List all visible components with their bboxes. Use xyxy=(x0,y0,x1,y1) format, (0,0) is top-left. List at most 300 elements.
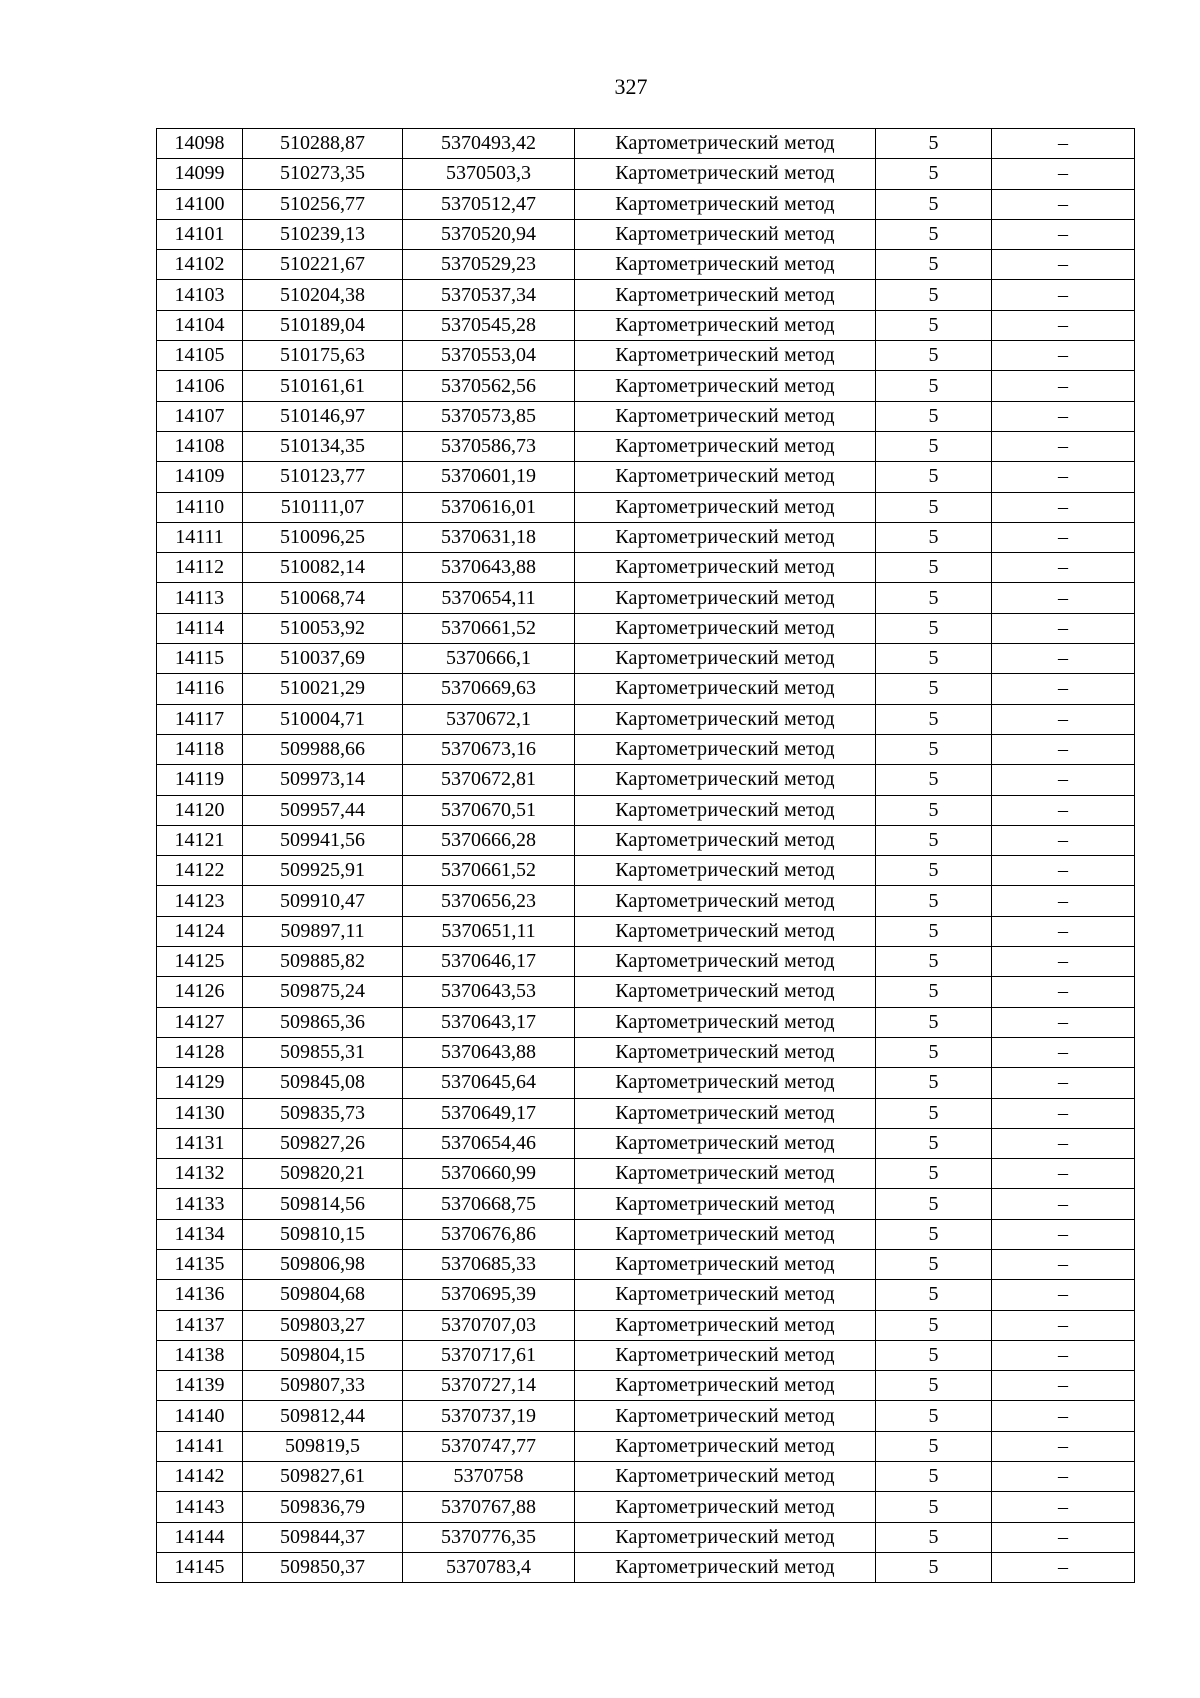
accuracy-cell: 5 xyxy=(876,1189,992,1219)
method-cell: Картометрический метод xyxy=(575,1310,876,1340)
note-cell: – xyxy=(992,734,1135,764)
y-coordinate-cell: 5370649,17 xyxy=(403,1098,575,1128)
note-cell: – xyxy=(992,1371,1135,1401)
table-row xyxy=(157,734,1135,764)
accuracy-cell: 5 xyxy=(876,856,992,886)
x-coordinate-cell: 509827,61 xyxy=(243,1462,403,1492)
point-number-cell: 14111 xyxy=(157,522,243,552)
coordinates-table-body xyxy=(157,129,1135,1583)
point-number-cell: 14105 xyxy=(157,341,243,371)
y-coordinate-cell: 5370758 xyxy=(403,1462,575,1492)
method-cell: Картометрический метод xyxy=(575,129,876,159)
accuracy-cell: 5 xyxy=(876,371,992,401)
point-number-cell: 14138 xyxy=(157,1340,243,1370)
method-cell: Картометрический метод xyxy=(575,1280,876,1310)
table-row xyxy=(157,1037,1135,1067)
note-cell: – xyxy=(992,1431,1135,1461)
point-number-cell: 14140 xyxy=(157,1401,243,1431)
table-row xyxy=(157,977,1135,1007)
accuracy-cell: 5 xyxy=(876,947,992,977)
table-row xyxy=(157,1128,1135,1158)
table-row xyxy=(157,916,1135,946)
note-cell: – xyxy=(992,462,1135,492)
table-row xyxy=(157,401,1135,431)
accuracy-cell: 5 xyxy=(876,1098,992,1128)
x-coordinate-cell: 510082,14 xyxy=(243,553,403,583)
x-coordinate-cell: 509957,44 xyxy=(243,795,403,825)
method-cell: Картометрический метод xyxy=(575,644,876,674)
accuracy-cell: 5 xyxy=(876,583,992,613)
method-cell: Картометрический метод xyxy=(575,674,876,704)
accuracy-cell: 5 xyxy=(876,1219,992,1249)
method-cell: Картометрический метод xyxy=(575,1401,876,1431)
y-coordinate-cell: 5370661,52 xyxy=(403,613,575,643)
note-cell: – xyxy=(992,1340,1135,1370)
y-coordinate-cell: 5370717,61 xyxy=(403,1340,575,1370)
note-cell: – xyxy=(992,310,1135,340)
table-row xyxy=(157,583,1135,613)
accuracy-cell: 5 xyxy=(876,613,992,643)
note-cell: – xyxy=(992,1310,1135,1340)
x-coordinate-cell: 509941,56 xyxy=(243,825,403,855)
y-coordinate-cell: 5370668,75 xyxy=(403,1189,575,1219)
x-coordinate-cell: 510068,74 xyxy=(243,583,403,613)
x-coordinate-cell: 509836,79 xyxy=(243,1492,403,1522)
note-cell: – xyxy=(992,1401,1135,1431)
accuracy-cell: 5 xyxy=(876,1007,992,1037)
table-row xyxy=(157,644,1135,674)
accuracy-cell: 5 xyxy=(876,189,992,219)
point-number-cell: 14143 xyxy=(157,1492,243,1522)
method-cell: Картометрический метод xyxy=(575,583,876,613)
y-coordinate-cell: 5370645,64 xyxy=(403,1068,575,1098)
accuracy-cell: 5 xyxy=(876,704,992,734)
table-row xyxy=(157,1068,1135,1098)
point-number-cell: 14100 xyxy=(157,189,243,219)
point-number-cell: 14120 xyxy=(157,795,243,825)
method-cell: Картометрический метод xyxy=(575,1552,876,1582)
y-coordinate-cell: 5370654,11 xyxy=(403,583,575,613)
point-number-cell: 14106 xyxy=(157,371,243,401)
note-cell: – xyxy=(992,1189,1135,1219)
point-number-cell: 14104 xyxy=(157,310,243,340)
x-coordinate-cell: 509897,11 xyxy=(243,916,403,946)
y-coordinate-cell: 5370601,19 xyxy=(403,462,575,492)
note-cell: – xyxy=(992,1280,1135,1310)
table-row xyxy=(157,129,1135,159)
table-row xyxy=(157,1462,1135,1492)
table-row xyxy=(157,1340,1135,1370)
point-number-cell: 14128 xyxy=(157,1037,243,1067)
y-coordinate-cell: 5370643,17 xyxy=(403,1007,575,1037)
method-cell: Картометрический метод xyxy=(575,159,876,189)
x-coordinate-cell: 510004,71 xyxy=(243,704,403,734)
note-cell: – xyxy=(992,916,1135,946)
y-coordinate-cell: 5370669,63 xyxy=(403,674,575,704)
note-cell: – xyxy=(992,371,1135,401)
y-coordinate-cell: 5370656,23 xyxy=(403,886,575,916)
table-row xyxy=(157,310,1135,340)
table-row xyxy=(157,553,1135,583)
y-coordinate-cell: 5370631,18 xyxy=(403,522,575,552)
y-coordinate-cell: 5370767,88 xyxy=(403,1492,575,1522)
y-coordinate-cell: 5370707,03 xyxy=(403,1310,575,1340)
x-coordinate-cell: 509910,47 xyxy=(243,886,403,916)
point-number-cell: 14124 xyxy=(157,916,243,946)
point-number-cell: 14109 xyxy=(157,462,243,492)
x-coordinate-cell: 509988,66 xyxy=(243,734,403,764)
point-number-cell: 14103 xyxy=(157,280,243,310)
note-cell: – xyxy=(992,401,1135,431)
x-coordinate-cell: 509827,26 xyxy=(243,1128,403,1158)
point-number-cell: 14133 xyxy=(157,1189,243,1219)
accuracy-cell: 5 xyxy=(876,916,992,946)
note-cell: – xyxy=(992,159,1135,189)
x-coordinate-cell: 510123,77 xyxy=(243,462,403,492)
x-coordinate-cell: 509804,15 xyxy=(243,1340,403,1370)
method-cell: Картометрический метод xyxy=(575,1037,876,1067)
accuracy-cell: 5 xyxy=(876,1462,992,1492)
accuracy-cell: 5 xyxy=(876,644,992,674)
accuracy-cell: 5 xyxy=(876,1401,992,1431)
y-coordinate-cell: 5370685,33 xyxy=(403,1249,575,1279)
x-coordinate-cell: 510256,77 xyxy=(243,189,403,219)
point-number-cell: 14121 xyxy=(157,825,243,855)
accuracy-cell: 5 xyxy=(876,674,992,704)
x-coordinate-cell: 509806,98 xyxy=(243,1249,403,1279)
accuracy-cell: 5 xyxy=(876,1340,992,1370)
table-row xyxy=(157,189,1135,219)
method-cell: Картометрический метод xyxy=(575,1462,876,1492)
accuracy-cell: 5 xyxy=(876,280,992,310)
method-cell: Картометрический метод xyxy=(575,1159,876,1189)
table-row xyxy=(157,492,1135,522)
accuracy-cell: 5 xyxy=(876,1037,992,1067)
table-row xyxy=(157,856,1135,886)
x-coordinate-cell: 510239,13 xyxy=(243,219,403,249)
y-coordinate-cell: 5370573,85 xyxy=(403,401,575,431)
accuracy-cell: 5 xyxy=(876,1310,992,1340)
accuracy-cell: 5 xyxy=(876,977,992,1007)
table-row xyxy=(157,1522,1135,1552)
accuracy-cell: 5 xyxy=(876,1068,992,1098)
note-cell: – xyxy=(992,1098,1135,1128)
y-coordinate-cell: 5370529,23 xyxy=(403,250,575,280)
note-cell: – xyxy=(992,189,1135,219)
x-coordinate-cell: 509865,36 xyxy=(243,1007,403,1037)
table-row xyxy=(157,1401,1135,1431)
method-cell: Картометрический метод xyxy=(575,462,876,492)
point-number-cell: 14108 xyxy=(157,431,243,461)
note-cell: – xyxy=(992,129,1135,159)
note-cell: – xyxy=(992,1552,1135,1582)
y-coordinate-cell: 5370695,39 xyxy=(403,1280,575,1310)
x-coordinate-cell: 510037,69 xyxy=(243,644,403,674)
point-number-cell: 14116 xyxy=(157,674,243,704)
table-row xyxy=(157,219,1135,249)
y-coordinate-cell: 5370676,86 xyxy=(403,1219,575,1249)
note-cell: – xyxy=(992,825,1135,855)
point-number-cell: 14112 xyxy=(157,553,243,583)
x-coordinate-cell: 509803,27 xyxy=(243,1310,403,1340)
point-number-cell: 14126 xyxy=(157,977,243,1007)
point-number-cell: 14114 xyxy=(157,613,243,643)
table-row xyxy=(157,280,1135,310)
table-row xyxy=(157,1189,1135,1219)
x-coordinate-cell: 510189,04 xyxy=(243,310,403,340)
x-coordinate-cell: 510288,87 xyxy=(243,129,403,159)
note-cell: – xyxy=(992,1007,1135,1037)
table-row xyxy=(157,1159,1135,1189)
y-coordinate-cell: 5370651,11 xyxy=(403,916,575,946)
x-coordinate-cell: 509850,37 xyxy=(243,1552,403,1582)
method-cell: Картометрический метод xyxy=(575,1431,876,1461)
method-cell: Картометрический метод xyxy=(575,947,876,977)
x-coordinate-cell: 509973,14 xyxy=(243,765,403,795)
x-coordinate-cell: 509885,82 xyxy=(243,947,403,977)
x-coordinate-cell: 510161,61 xyxy=(243,371,403,401)
note-cell: – xyxy=(992,704,1135,734)
accuracy-cell: 5 xyxy=(876,1522,992,1552)
note-cell: – xyxy=(992,431,1135,461)
accuracy-cell: 5 xyxy=(876,1431,992,1461)
note-cell: – xyxy=(992,1159,1135,1189)
point-number-cell: 14135 xyxy=(157,1249,243,1279)
point-number-cell: 14139 xyxy=(157,1371,243,1401)
accuracy-cell: 5 xyxy=(876,1492,992,1522)
y-coordinate-cell: 5370553,04 xyxy=(403,341,575,371)
point-number-cell: 14118 xyxy=(157,734,243,764)
page-number: 327 xyxy=(614,74,648,99)
x-coordinate-cell: 510021,29 xyxy=(243,674,403,704)
y-coordinate-cell: 5370586,73 xyxy=(403,431,575,461)
table-row xyxy=(157,159,1135,189)
table-row xyxy=(157,1007,1135,1037)
note-cell: – xyxy=(992,1249,1135,1279)
note-cell: – xyxy=(992,250,1135,280)
x-coordinate-cell: 509810,15 xyxy=(243,1219,403,1249)
method-cell: Картометрический метод xyxy=(575,825,876,855)
y-coordinate-cell: 5370666,1 xyxy=(403,644,575,674)
note-cell: – xyxy=(992,1128,1135,1158)
accuracy-cell: 5 xyxy=(876,1280,992,1310)
note-cell: – xyxy=(992,1492,1135,1522)
accuracy-cell: 5 xyxy=(876,886,992,916)
x-coordinate-cell: 510111,07 xyxy=(243,492,403,522)
y-coordinate-cell: 5370545,28 xyxy=(403,310,575,340)
y-coordinate-cell: 5370654,46 xyxy=(403,1128,575,1158)
point-number-cell: 14098 xyxy=(157,129,243,159)
x-coordinate-cell: 509814,56 xyxy=(243,1189,403,1219)
method-cell: Картометрический метод xyxy=(575,250,876,280)
method-cell: Картометрический метод xyxy=(575,431,876,461)
x-coordinate-cell: 509820,21 xyxy=(243,1159,403,1189)
accuracy-cell: 5 xyxy=(876,431,992,461)
y-coordinate-cell: 5370537,34 xyxy=(403,280,575,310)
note-cell: – xyxy=(992,795,1135,825)
method-cell: Картометрический метод xyxy=(575,1371,876,1401)
note-cell: – xyxy=(992,583,1135,613)
x-coordinate-cell: 509925,91 xyxy=(243,856,403,886)
note-cell: – xyxy=(992,219,1135,249)
x-coordinate-cell: 509812,44 xyxy=(243,1401,403,1431)
method-cell: Картометрический метод xyxy=(575,522,876,552)
accuracy-cell: 5 xyxy=(876,522,992,552)
x-coordinate-cell: 509804,68 xyxy=(243,1280,403,1310)
accuracy-cell: 5 xyxy=(876,129,992,159)
accuracy-cell: 5 xyxy=(876,825,992,855)
point-number-cell: 14102 xyxy=(157,250,243,280)
point-number-cell: 14142 xyxy=(157,1462,243,1492)
accuracy-cell: 5 xyxy=(876,765,992,795)
accuracy-cell: 5 xyxy=(876,462,992,492)
note-cell: – xyxy=(992,280,1135,310)
table-row xyxy=(157,1492,1135,1522)
point-number-cell: 14107 xyxy=(157,401,243,431)
x-coordinate-cell: 509844,37 xyxy=(243,1522,403,1552)
x-coordinate-cell: 509819,5 xyxy=(243,1431,403,1461)
method-cell: Картометрический метод xyxy=(575,1007,876,1037)
accuracy-cell: 5 xyxy=(876,341,992,371)
x-coordinate-cell: 510146,97 xyxy=(243,401,403,431)
y-coordinate-cell: 5370673,16 xyxy=(403,734,575,764)
x-coordinate-cell: 510221,67 xyxy=(243,250,403,280)
accuracy-cell: 5 xyxy=(876,1159,992,1189)
note-cell: – xyxy=(992,1068,1135,1098)
method-cell: Картометрический метод xyxy=(575,1128,876,1158)
point-number-cell: 14125 xyxy=(157,947,243,977)
note-cell: – xyxy=(992,947,1135,977)
note-cell: – xyxy=(992,856,1135,886)
table-row xyxy=(157,795,1135,825)
method-cell: Картометрический метод xyxy=(575,1189,876,1219)
point-number-cell: 14123 xyxy=(157,886,243,916)
point-number-cell: 14127 xyxy=(157,1007,243,1037)
accuracy-cell: 5 xyxy=(876,250,992,280)
accuracy-cell: 5 xyxy=(876,795,992,825)
y-coordinate-cell: 5370666,28 xyxy=(403,825,575,855)
note-cell: – xyxy=(992,1522,1135,1552)
point-number-cell: 14141 xyxy=(157,1431,243,1461)
y-coordinate-cell: 5370562,56 xyxy=(403,371,575,401)
method-cell: Картометрический метод xyxy=(575,734,876,764)
accuracy-cell: 5 xyxy=(876,401,992,431)
coordinates-table xyxy=(156,128,1135,1583)
table-row xyxy=(157,704,1135,734)
y-coordinate-cell: 5370727,14 xyxy=(403,1371,575,1401)
point-number-cell: 14134 xyxy=(157,1219,243,1249)
y-coordinate-cell: 5370776,35 xyxy=(403,1522,575,1552)
y-coordinate-cell: 5370616,01 xyxy=(403,492,575,522)
method-cell: Картометрический метод xyxy=(575,704,876,734)
table-row xyxy=(157,371,1135,401)
method-cell: Картометрический метод xyxy=(575,553,876,583)
x-coordinate-cell: 510053,92 xyxy=(243,613,403,643)
method-cell: Картометрический метод xyxy=(575,1098,876,1128)
table-row xyxy=(157,431,1135,461)
table-row xyxy=(157,1280,1135,1310)
y-coordinate-cell: 5370493,42 xyxy=(403,129,575,159)
point-number-cell: 14099 xyxy=(157,159,243,189)
table-row xyxy=(157,341,1135,371)
method-cell: Картометрический метод xyxy=(575,1340,876,1370)
x-coordinate-cell: 510273,35 xyxy=(243,159,403,189)
point-number-cell: 14136 xyxy=(157,1280,243,1310)
method-cell: Картометрический метод xyxy=(575,310,876,340)
table-row xyxy=(157,522,1135,552)
method-cell: Картометрический метод xyxy=(575,916,876,946)
x-coordinate-cell: 509835,73 xyxy=(243,1098,403,1128)
y-coordinate-cell: 5370660,99 xyxy=(403,1159,575,1189)
note-cell: – xyxy=(992,674,1135,704)
note-cell: – xyxy=(992,1037,1135,1067)
method-cell: Картометрический метод xyxy=(575,492,876,522)
x-coordinate-cell: 510175,63 xyxy=(243,341,403,371)
method-cell: Картометрический метод xyxy=(575,1492,876,1522)
point-number-cell: 14115 xyxy=(157,644,243,674)
point-number-cell: 14122 xyxy=(157,856,243,886)
note-cell: – xyxy=(992,977,1135,1007)
table-row xyxy=(157,613,1135,643)
table-row xyxy=(157,1371,1135,1401)
point-number-cell: 14131 xyxy=(157,1128,243,1158)
x-coordinate-cell: 510204,38 xyxy=(243,280,403,310)
accuracy-cell: 5 xyxy=(876,1249,992,1279)
y-coordinate-cell: 5370672,1 xyxy=(403,704,575,734)
y-coordinate-cell: 5370661,52 xyxy=(403,856,575,886)
accuracy-cell: 5 xyxy=(876,492,992,522)
y-coordinate-cell: 5370737,19 xyxy=(403,1401,575,1431)
point-number-cell: 14132 xyxy=(157,1159,243,1189)
accuracy-cell: 5 xyxy=(876,310,992,340)
point-number-cell: 14129 xyxy=(157,1068,243,1098)
accuracy-cell: 5 xyxy=(876,159,992,189)
table-row xyxy=(157,1249,1135,1279)
method-cell: Картометрический метод xyxy=(575,341,876,371)
table-row xyxy=(157,947,1135,977)
note-cell: – xyxy=(992,644,1135,674)
note-cell: – xyxy=(992,1219,1135,1249)
note-cell: – xyxy=(992,492,1135,522)
method-cell: Картометрический метод xyxy=(575,189,876,219)
table-row xyxy=(157,765,1135,795)
accuracy-cell: 5 xyxy=(876,734,992,764)
note-cell: – xyxy=(992,765,1135,795)
method-cell: Картометрический метод xyxy=(575,886,876,916)
note-cell: – xyxy=(992,522,1135,552)
y-coordinate-cell: 5370643,88 xyxy=(403,1037,575,1067)
y-coordinate-cell: 5370646,17 xyxy=(403,947,575,977)
y-coordinate-cell: 5370783,4 xyxy=(403,1552,575,1582)
method-cell: Картометрический метод xyxy=(575,613,876,643)
y-coordinate-cell: 5370672,81 xyxy=(403,765,575,795)
method-cell: Картометрический метод xyxy=(575,401,876,431)
method-cell: Картометрический метод xyxy=(575,765,876,795)
accuracy-cell: 5 xyxy=(876,1552,992,1582)
accuracy-cell: 5 xyxy=(876,553,992,583)
point-number-cell: 14144 xyxy=(157,1522,243,1552)
accuracy-cell: 5 xyxy=(876,1128,992,1158)
method-cell: Картометрический метод xyxy=(575,219,876,249)
point-number-cell: 14113 xyxy=(157,583,243,613)
y-coordinate-cell: 5370512,47 xyxy=(403,189,575,219)
method-cell: Картометрический метод xyxy=(575,1068,876,1098)
x-coordinate-cell: 510134,35 xyxy=(243,431,403,461)
point-number-cell: 14130 xyxy=(157,1098,243,1128)
table-row xyxy=(157,1431,1135,1461)
table-row xyxy=(157,1219,1135,1249)
table-row xyxy=(157,886,1135,916)
